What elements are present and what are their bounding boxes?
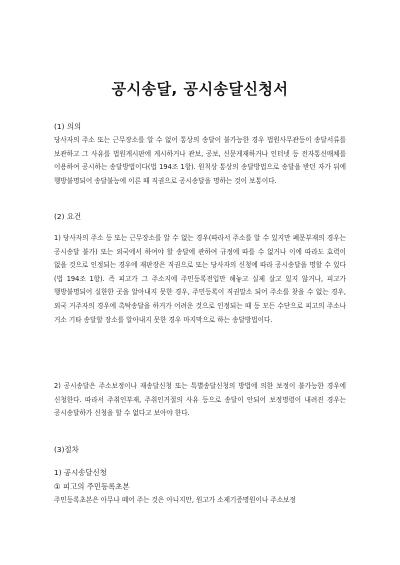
subheading-resident-registration: ① 피고의 주민등록초본	[54, 482, 130, 491]
resident-registration-paragraph: 주민등록초본은 아무나 떼어 주는 것은 아니지만, 원고가 소제기증명원이나 주소보정	[54, 496, 296, 504]
requirements-paragraph-2: 2) 공시송달은 주소보정이나 재송달신청 또는 특별송달신청의 방법에 의한 보정이 불가능한 경우에 신청한다. 따라서 주취인부재, 주취인거절의 사유 등으로 송달이 안되어 보정명령이 내려진 경우는 공시송달하가 신청을 할 수 없다고 보아야 한다.	[54, 382, 346, 418]
requirements-paragraph-1: 1) 당사자의 주소 등 또는 근무장소를 알 수 없는 경우(따라서 주소를 알 수 있지만 폐문부재의 경우는 공시송달 불가) 또는 외국에서 하여야 할 송달에 관하여 규정에 따를 수 없거나 이에 따라도 효력이 없을 것으로 인정되는 경우에 재판장은 직권으로 또는 당사자의 신청에 따라 공시송달을 명할 수 있다(법 194조 1항). 즉 피고가 그 주소지에 주민등록전입만 해놓고 실제 살고 있지 않거나, 피고가 행방불명되어 실한한 곳을 알아내지 못한 경우, 주민등록이 직권말소 되어 주소를 찾을 수 없는 경우, 외국 거주자의 경우에 촉탁송달을 하거가 어려운 것으로 인정되는 때 등 모든 수단으로 피고의 주소나 거소 기타 송달할 장소를 알아내지 못한 경우 마지막으로 하는 송달방법이다.	[54, 234, 346, 324]
definition-paragraph: 당사자의 주소 또는 근무장소를 알 수 없어 통상의 송달이 불가능한 경우 법원사무관등이 송달서류를 보관하고 그 사유를 법원게시판에 게시하거나 관보, 공보, 신문게재하거나 인터넷 등 전자통신매체를 이용하여 공시하는 송달방법이다(법 194조 1항). 원칙상 통상의 송달방법으로 송달을 받던 자가 뒤에 행방불명되어 송달불능에 이른 때 직권으로 공시송달을 명하는 것이 보통이다.	[54, 136, 346, 185]
subheading-application: 1) 공시송달신청	[54, 468, 107, 477]
document-title: 공시송달, 공시송달신청서	[111, 80, 289, 98]
section-heading-procedure: (3)절차	[54, 445, 79, 454]
section-heading-definition: (1) 의의	[54, 122, 82, 131]
section-heading-requirements: (2) 요건	[54, 212, 82, 221]
